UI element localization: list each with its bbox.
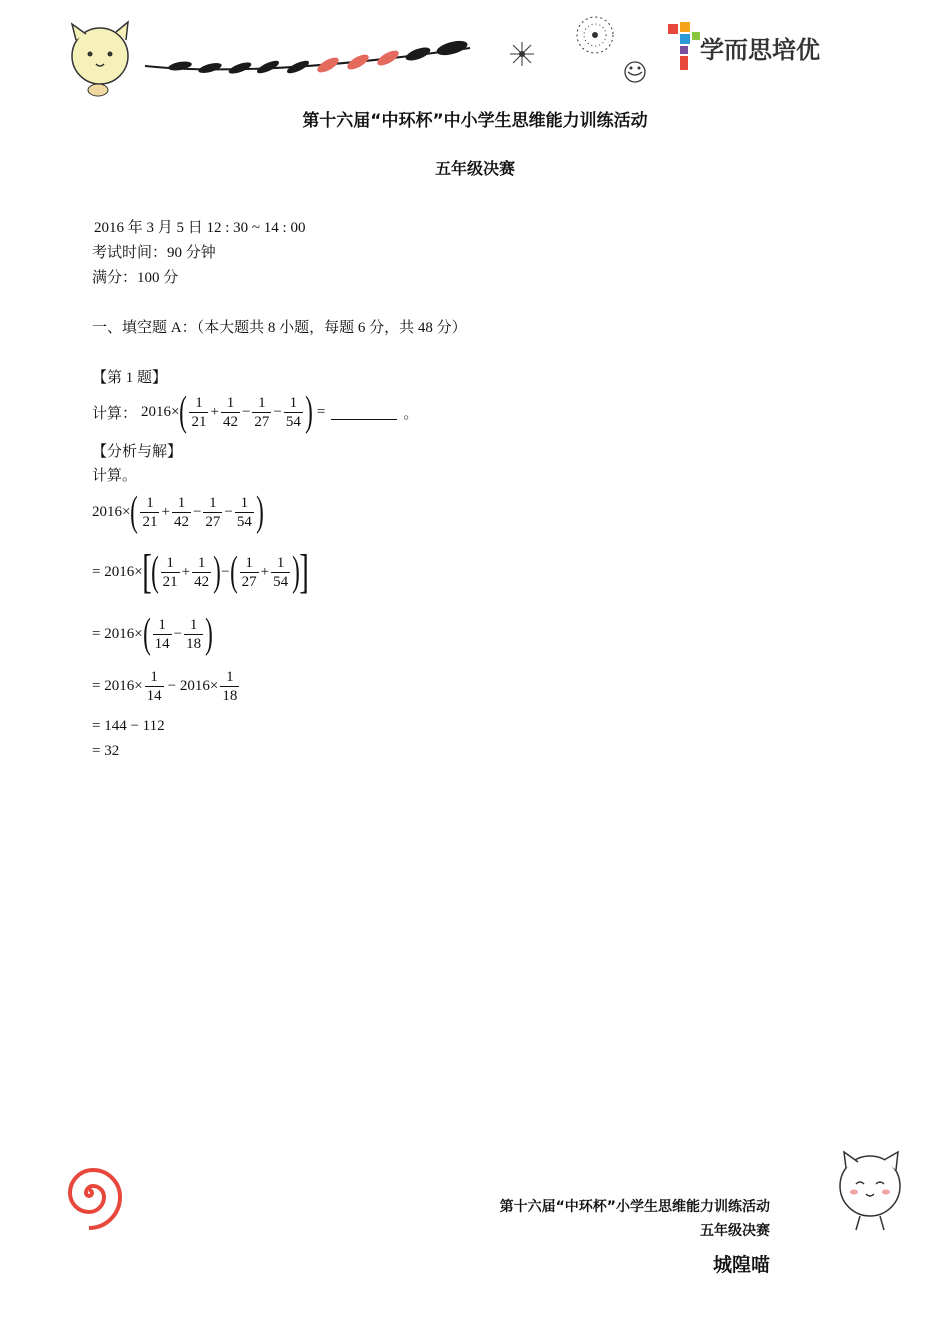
- fraction: $\frac{1}{18}$: [222, 669, 238, 704]
- right-bracket: ]: [299, 545, 309, 598]
- exam-date: 2016 年 3 月 5 日 12 : 30 ~ 14 : 00: [94, 220, 306, 236]
- spiral-decoration: [52, 1156, 126, 1230]
- left-paren: (: [130, 489, 139, 535]
- right-paren: ): [205, 611, 213, 657]
- left-paren: (: [150, 549, 159, 595]
- cat-doodle-bottom-right: [826, 1148, 916, 1234]
- answer-blank[interactable]: [331, 405, 397, 420]
- solution-label: 【分析与解】: [92, 444, 183, 460]
- cat-face-small-icon: [620, 58, 650, 84]
- left-paren: (: [142, 611, 151, 657]
- brand-logo-icon: [666, 22, 700, 72]
- problem-expression: [92, 390, 418, 434]
- brand-logo-text: 学而思培优: [700, 35, 820, 64]
- operator: +: [210, 403, 219, 420]
- operator: −: [273, 403, 282, 420]
- fraction: $\frac{1}{27}$: [254, 394, 270, 430]
- dandelion-large-icon: [574, 14, 616, 56]
- fraction: $\frac{1}{27}$: [205, 494, 221, 530]
- equals-sign: =: [316, 403, 326, 420]
- fraction: $\frac{1}{18}$: [186, 616, 202, 652]
- brand-logo: [666, 22, 820, 72]
- fraction: $\frac{1}{21}$: [142, 494, 158, 530]
- fraction: $\frac{1}{54}$: [285, 394, 301, 430]
- solution-line-3: = 2016× ( $\frac{1}{14}$ − $\frac{1}{18}$ ): [92, 611, 213, 657]
- fraction: $\frac{1}{21}$: [162, 554, 178, 590]
- exam-score: 满分：100 分: [92, 270, 179, 286]
- fraction: $\frac{1}{54}$: [236, 494, 252, 530]
- exam-duration: 考试时间：90 分钟: [92, 245, 216, 261]
- fraction: $\frac{1}{42}$: [222, 394, 238, 430]
- left-paren: (: [229, 549, 238, 595]
- left-paren: (: [179, 389, 188, 435]
- solution-line-1: 2016× ( $\frac{1}{21}$ + $\frac{1}{42}$ − $\frac{1}{27}$ − $\frac{1}{54}$ ): [92, 489, 264, 535]
- fraction: $\frac{1}{14}$: [146, 669, 162, 704]
- document-title: 第十六届“中环杯”中小学生思维能力训练活动: [302, 111, 648, 131]
- right-paren: ): [292, 549, 300, 595]
- left-bracket: [: [141, 545, 152, 598]
- fraction: $\frac{1}{42}$: [194, 554, 210, 590]
- fraction: $\frac{1}{42}$: [173, 494, 189, 530]
- solution-intro: 计算。: [92, 468, 138, 484]
- right-paren: ): [256, 489, 264, 535]
- solution-line-4: = 2016× $\frac{1}{14}$ − 2016× $\frac{1}{18}$: [92, 669, 238, 704]
- cat-doodle-top-left: [58, 18, 148, 98]
- fraction: $\frac{1}{27}$: [241, 554, 257, 590]
- right-paren: ): [213, 549, 221, 595]
- problem-prompt: 计算：: [92, 405, 138, 422]
- right-paren: ): [305, 389, 313, 435]
- fraction: $\frac{1}{14}$: [154, 616, 170, 652]
- footer-author: 城隍喵: [712, 1254, 770, 1276]
- footer-title: 第十六届“中环杯”小学生思维能力训练活动: [499, 1199, 770, 1215]
- section-heading: 一、填空题 A：（本大题共 8 小题，每题 6 分，共 48 分）: [92, 320, 467, 336]
- solution-line-2: = 2016× [ ( $\frac{1}{21}$ + $\frac{1}{42}$ ) − ( $\frac{1}{27}$ + $\frac{1}{54}$ ) ]: [92, 545, 309, 598]
- solution-line-6: = 32: [92, 743, 120, 759]
- problem-coefficient: 2016×: [141, 403, 180, 420]
- fraction: $\frac{1}{54}$: [273, 554, 289, 590]
- fraction: $\frac{1}{21}$: [191, 394, 207, 430]
- solution-line-5: = 144 − 112: [92, 718, 165, 734]
- operator: −: [241, 403, 251, 420]
- dandelion-small-icon: [508, 40, 536, 68]
- document-subtitle: 五年级决赛: [434, 159, 515, 178]
- end-mark: 。: [403, 405, 419, 422]
- footer-subtitle: 五年级决赛: [700, 1223, 770, 1239]
- problem-label: 【第 1 题】: [92, 370, 168, 386]
- leaf-vine-decoration: [140, 36, 480, 86]
